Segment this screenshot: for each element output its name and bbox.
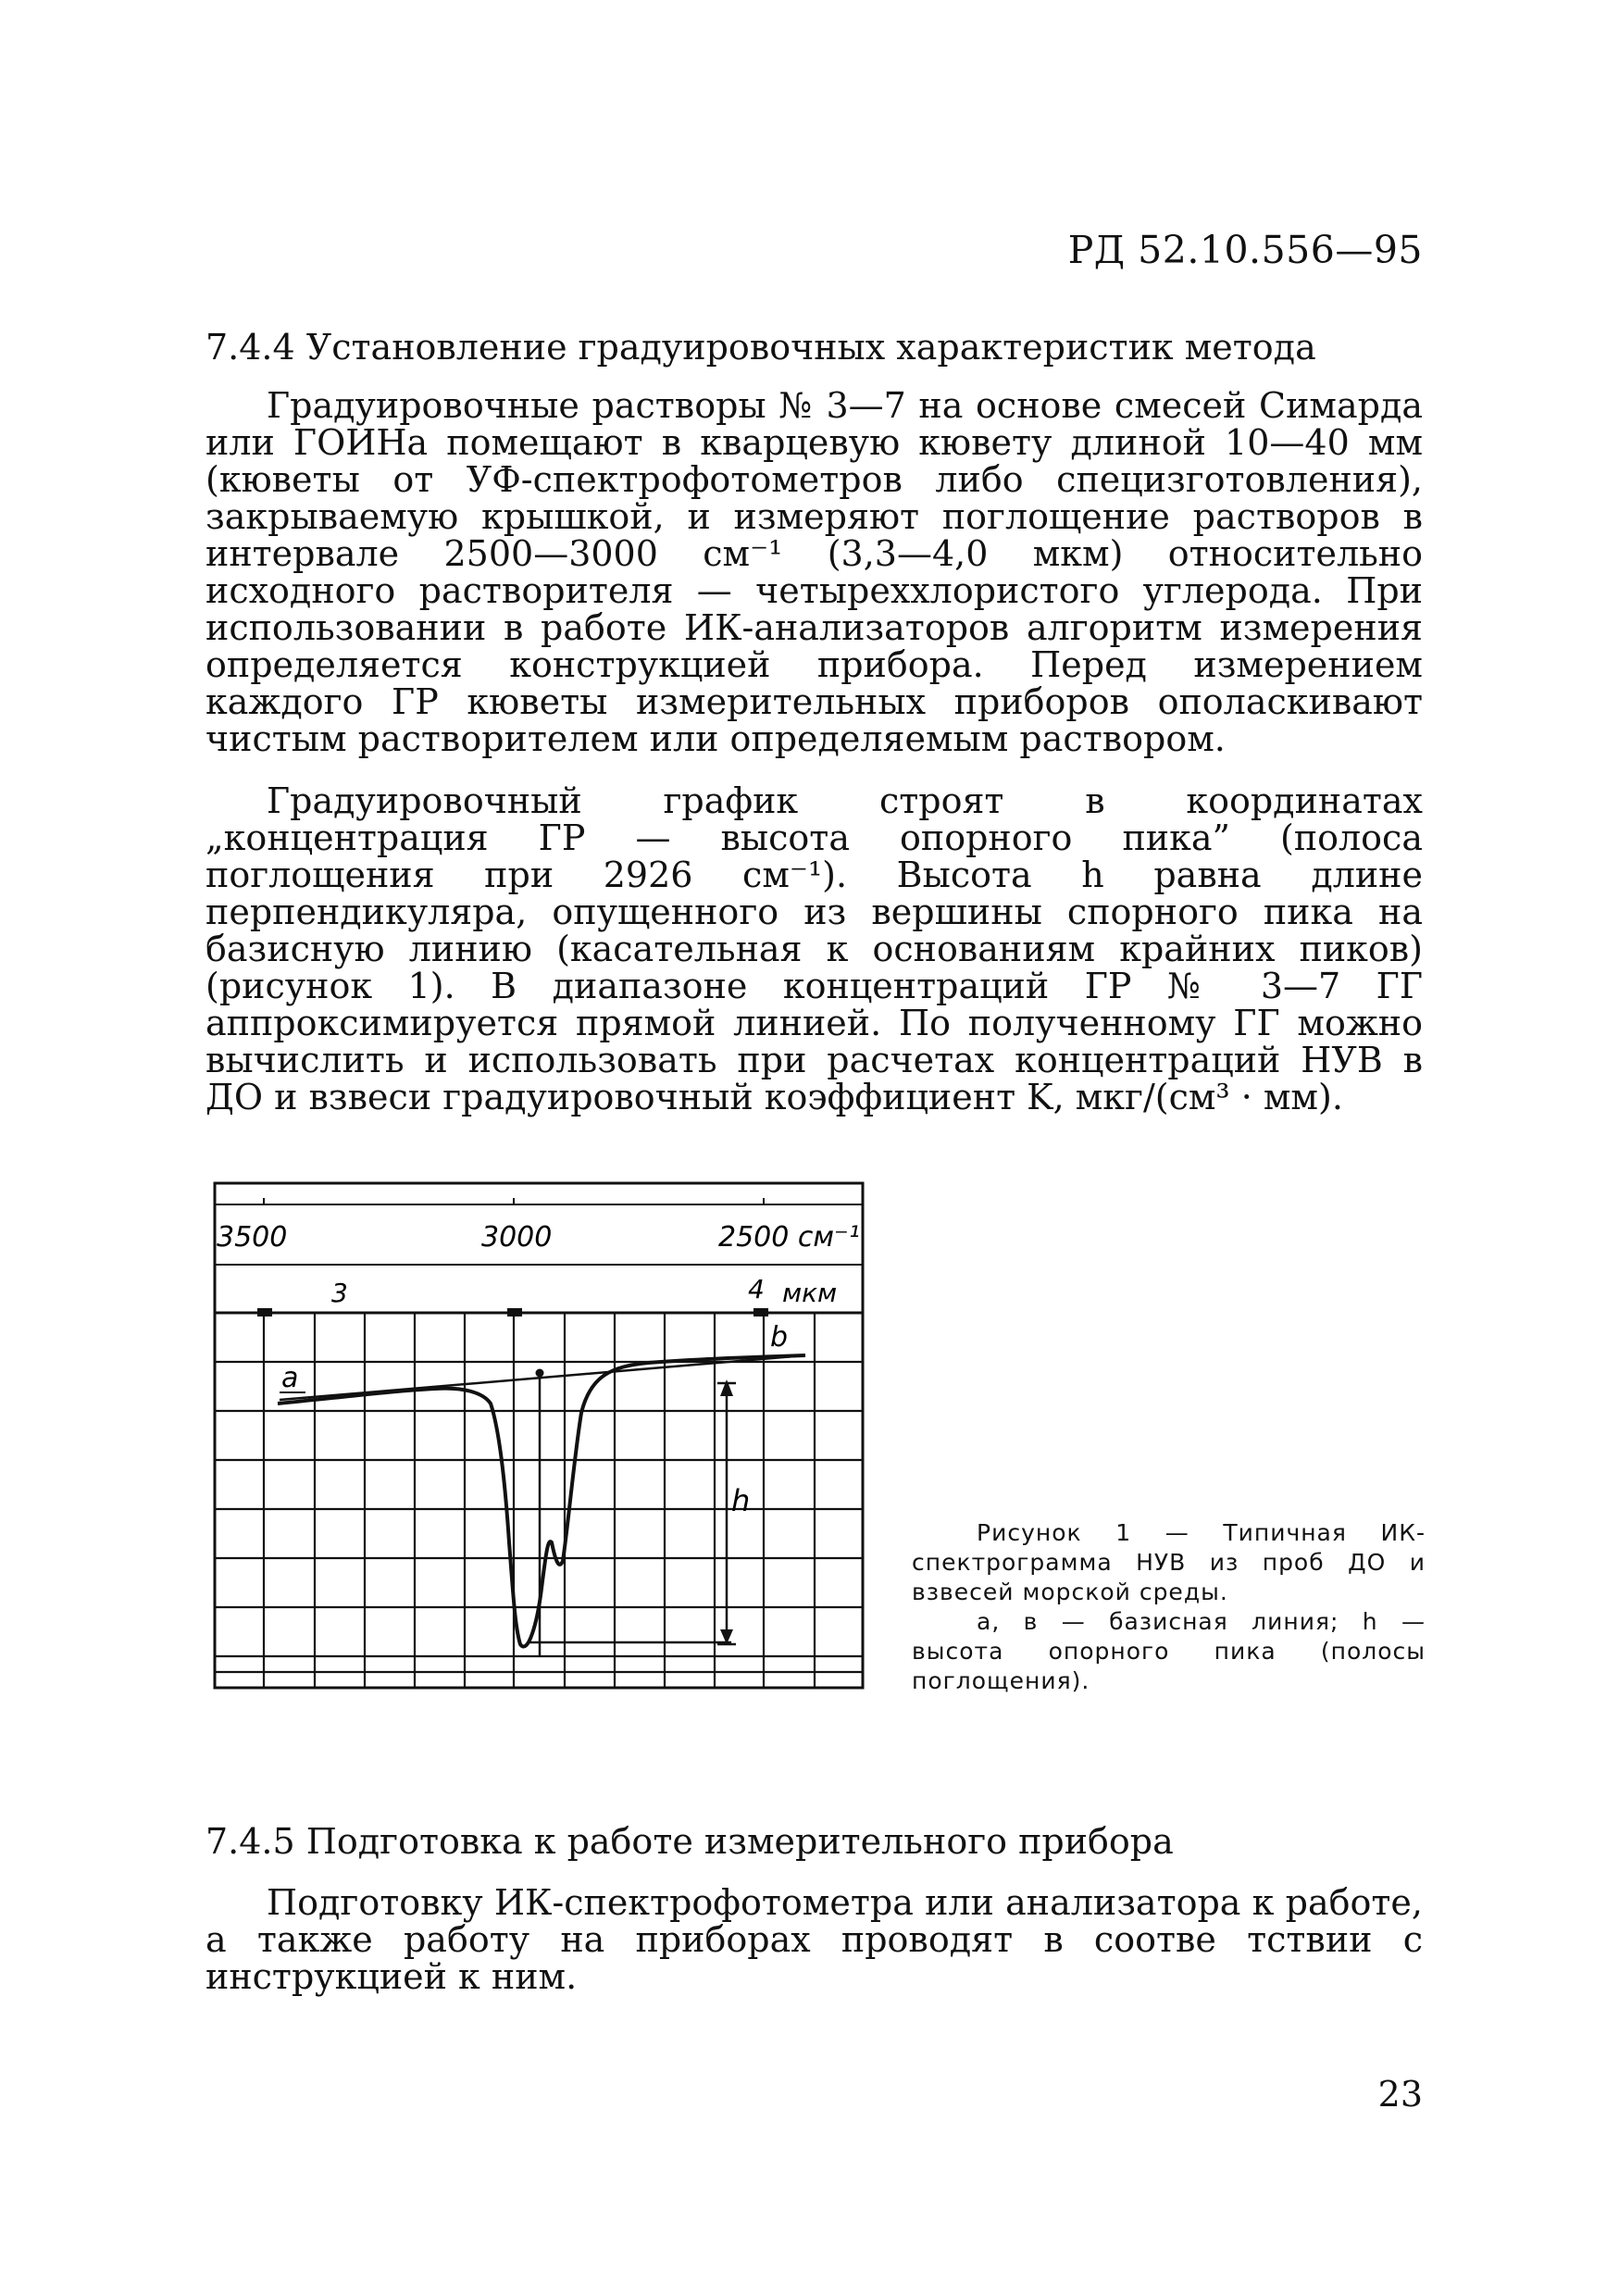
wavelength-unit: мкм (782, 1278, 838, 1308)
wavenumber-label-3000: 3000 (481, 1221, 553, 1254)
paragraph-744-2: Градуировочный график строят в координатах „концентрация ГР — высота опорного пика” (полоса поглощения при 2926 см⁻¹). Высота h равна длине перпендикуляра, опущенного из вершины спорного пика на базисную линию (касательная к основаниям крайних пиков) (рисунок 1). В диапазоне концентраций ГР № 3—7 ГГ аппроксимируется прямой линией. По полученному ГГ можно вычислить и использовать при расчетах концентраций НУВ в ДО и взвеси градуировочный коэффициент K, мкг/(см³ · мм). (205, 780, 1423, 1117)
page-number: 23 (1377, 2074, 1423, 2115)
wavelength-label-3: 3 (331, 1278, 348, 1308)
wavenumber-label-2500: 2500 см⁻¹ (718, 1221, 860, 1254)
figure-caption (912, 1518, 1426, 1696)
wavelength-label-4: 4 (748, 1274, 765, 1304)
doc-code: РД 52.10.556—95 (1067, 228, 1423, 272)
paragraph-744-1: Градуировочные растворы № 3—7 на основе смесей Симарда или ГОИНа помещают в кварцевую кювету длиной 10—40 мм (кюветы от УФ-спектрофотометров либо специзготовления), закрываемую крышкой, и измеряют поглощение растворов в интервале 2500—3000 см⁻¹ (3,3—4,0 мкм) относительно исходного растворителя — четыреххлористого углерода. При использовании в работе ИК-анализаторов алгоритм измерения определяется конструкцией прибора. Перед измерением каждого ГР кюветы измерительных приборов ополаскивают чистым растворителем или определяемым раствором. (205, 385, 1423, 759)
paragraph-745-1: Подготовку ИК-спектрофотометра или анализатора к работе, а также работу на приборах проводят в соотве тствии с инструкцией к ним. (205, 1882, 1423, 1997)
caption-title: Рисунок 1 — Типичная ИК-спектрограмма НУВ из проб ДО и взвесей морской среды. (912, 1519, 1426, 1605)
wavenumber-label-3500: 3500 (217, 1221, 288, 1254)
section-title-745: 7.4.5 Подготовка к работе измерительного прибора (205, 1821, 1174, 1862)
point-b-label: b (770, 1321, 789, 1354)
section-title-744: 7.4.4 Установление градуировочных характеристик метода (205, 327, 1316, 368)
height-label: h (731, 1483, 751, 1518)
point-a-label: a (281, 1362, 299, 1394)
caption-legend: a, в — базисная линия; h — высота опорного пика (полосы поглощения). (912, 1608, 1426, 1694)
spectrogram-figure (213, 1181, 870, 1709)
